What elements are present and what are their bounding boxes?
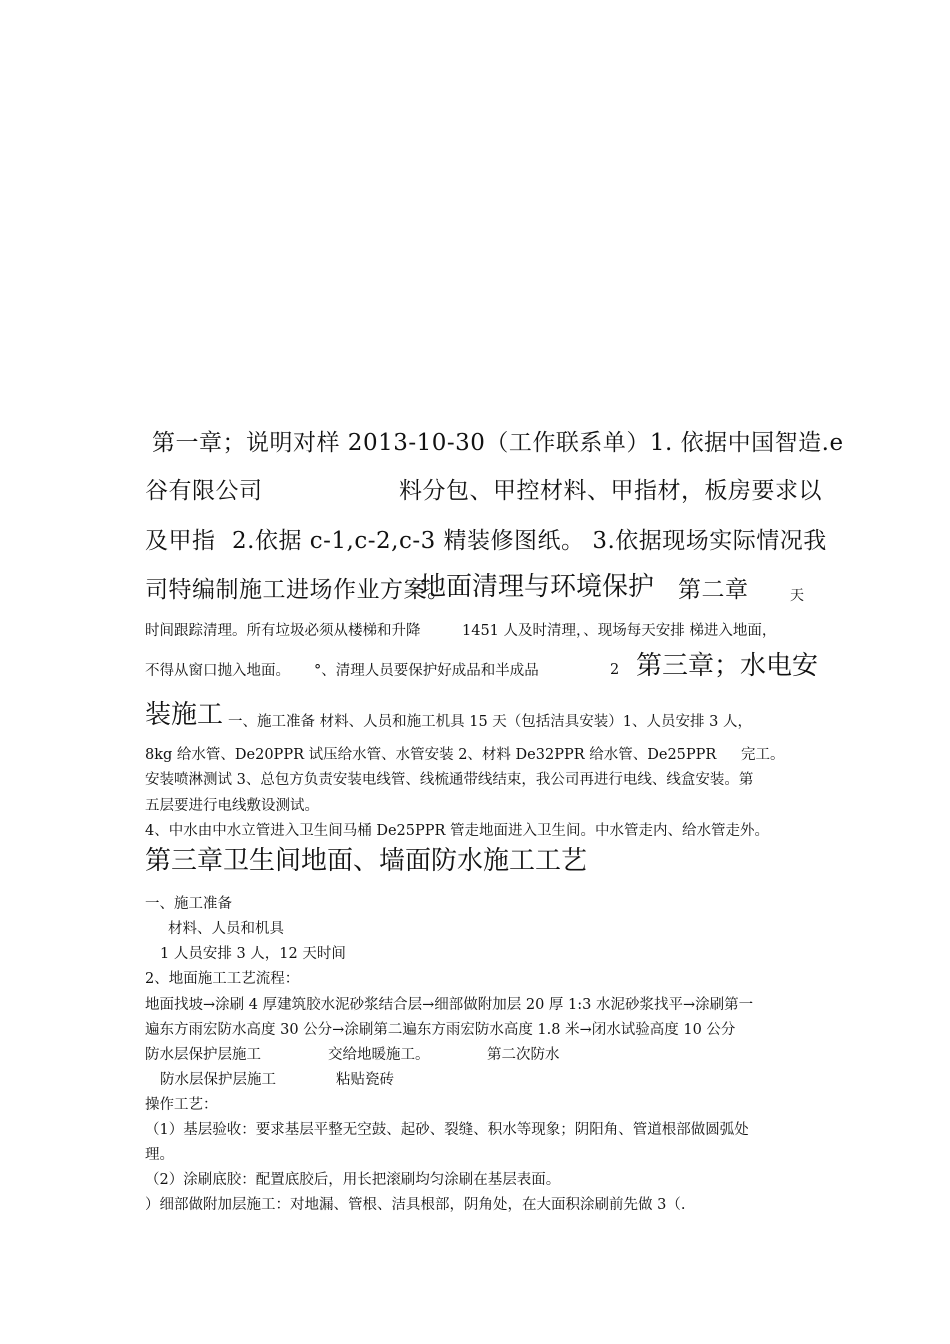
text-line: 地面找坡→涂刷 4 厚建筑胶水泥砂浆结合层→细部做附加层 20 厚 1:3 水泥砂浆找平→涂刷第一 bbox=[145, 997, 754, 1013]
text-line: 粘贴瓷砖 bbox=[336, 1072, 394, 1088]
text-fragment: 天 bbox=[790, 588, 804, 604]
chapter3-heading: 第三章；水电安 bbox=[636, 651, 819, 681]
text-line: 防水层保护层施工 bbox=[145, 1047, 261, 1063]
text-line: 材料、人员和机具 bbox=[168, 921, 284, 937]
text-line: 第二次防水 bbox=[487, 1047, 560, 1063]
chapter2-heading: 第二章 bbox=[678, 577, 749, 603]
chapter3-waterproof-heading: 第三章卫生间地面、墙面防水施工工艺 bbox=[145, 846, 588, 876]
text-line: 不得从窗口抛入地面。 bbox=[145, 663, 290, 679]
text-line: 理。 bbox=[145, 1147, 174, 1163]
text-line: 交给地暖施工。 bbox=[328, 1047, 430, 1063]
text-line: 8kg 给水管、De20PPR 试压给水管、水管安装 2、材料 De32PPR 给水管、De25PPR bbox=[145, 747, 717, 763]
text-line: （1）基层验收：要求基层平整无空鼓、起砂、裂缝、积水等现象；阴阳角、管道根部做圆弧处 bbox=[145, 1122, 749, 1138]
text-fragment: 2 bbox=[610, 662, 620, 678]
chapter1-line1: 第一章；说明对样 2013-10-30（工作联系单）1. 依据中国智造.e bbox=[152, 430, 844, 456]
text-line: ）细部做附加层施工：对地漏、管根、洁具根部，阴角处，在大面积涂刷前先做 3（. bbox=[145, 1197, 686, 1213]
text-line: 料分包、甲控材料、甲指材，板房要求以 bbox=[399, 478, 822, 504]
text-line: 2.依据 c-1,c-2,c-3 精装修图纸。 3.依据现场实际情况我 bbox=[232, 528, 827, 554]
text-line: 2、地面施工工艺流程： bbox=[145, 971, 300, 987]
text-line: 一、施工准备 材料、人员和施工机具 15 天（包括洁具安装）1、人员安排 3 人， bbox=[228, 714, 752, 730]
text-line: 谷有限公司 bbox=[145, 478, 263, 504]
text-line: 时间跟踪清理。所有垃圾必须从楼梯和升降 bbox=[145, 623, 421, 639]
text-line: 安装喷淋测试 3、总包方负责安装电线管、线梳通带线结束，我公司再进行电线、线盒安装。第 bbox=[145, 772, 754, 788]
text-line: 司特编制施工进场作业方案。 bbox=[145, 577, 451, 603]
text-line: 1 人员安排 3 人，12 天时间 bbox=[160, 946, 346, 962]
text-line: 五层要进行电线敷设测试。 bbox=[145, 798, 319, 814]
text-line: 一、施工准备 bbox=[145, 896, 232, 912]
text-line: 4、中水由中水立管进入卫生间马桶 De25PPR 管走地面进入卫生间。中水管走内、给水管走外。 bbox=[145, 823, 770, 839]
text-line: 1451 人及时清理，、现场每天安排 梯进入地面， bbox=[462, 623, 777, 639]
section-heading: 地面清理与环境保护 bbox=[420, 572, 655, 602]
text-line: （2）涂刷底胶：配置底胶后，用长把滚刷均匀涂刷在基层表面。 bbox=[145, 1172, 561, 1188]
text-line: 防水层保护层施工 bbox=[160, 1072, 276, 1088]
text-line: °、清理人员要保护好成品和半成品 bbox=[314, 663, 539, 679]
text-line: 遍东方雨宏防水高度 30 公分→涂刷第二遍东方雨宏防水高度 1.8 米→闭水试验高度 10 公分 bbox=[145, 1022, 736, 1038]
chapter3-heading-cont: 装施工 bbox=[145, 700, 224, 730]
text-line: 操作工艺： bbox=[145, 1097, 218, 1113]
text-line: 及甲指 bbox=[145, 528, 216, 554]
text-line: 完工。 bbox=[741, 747, 785, 763]
